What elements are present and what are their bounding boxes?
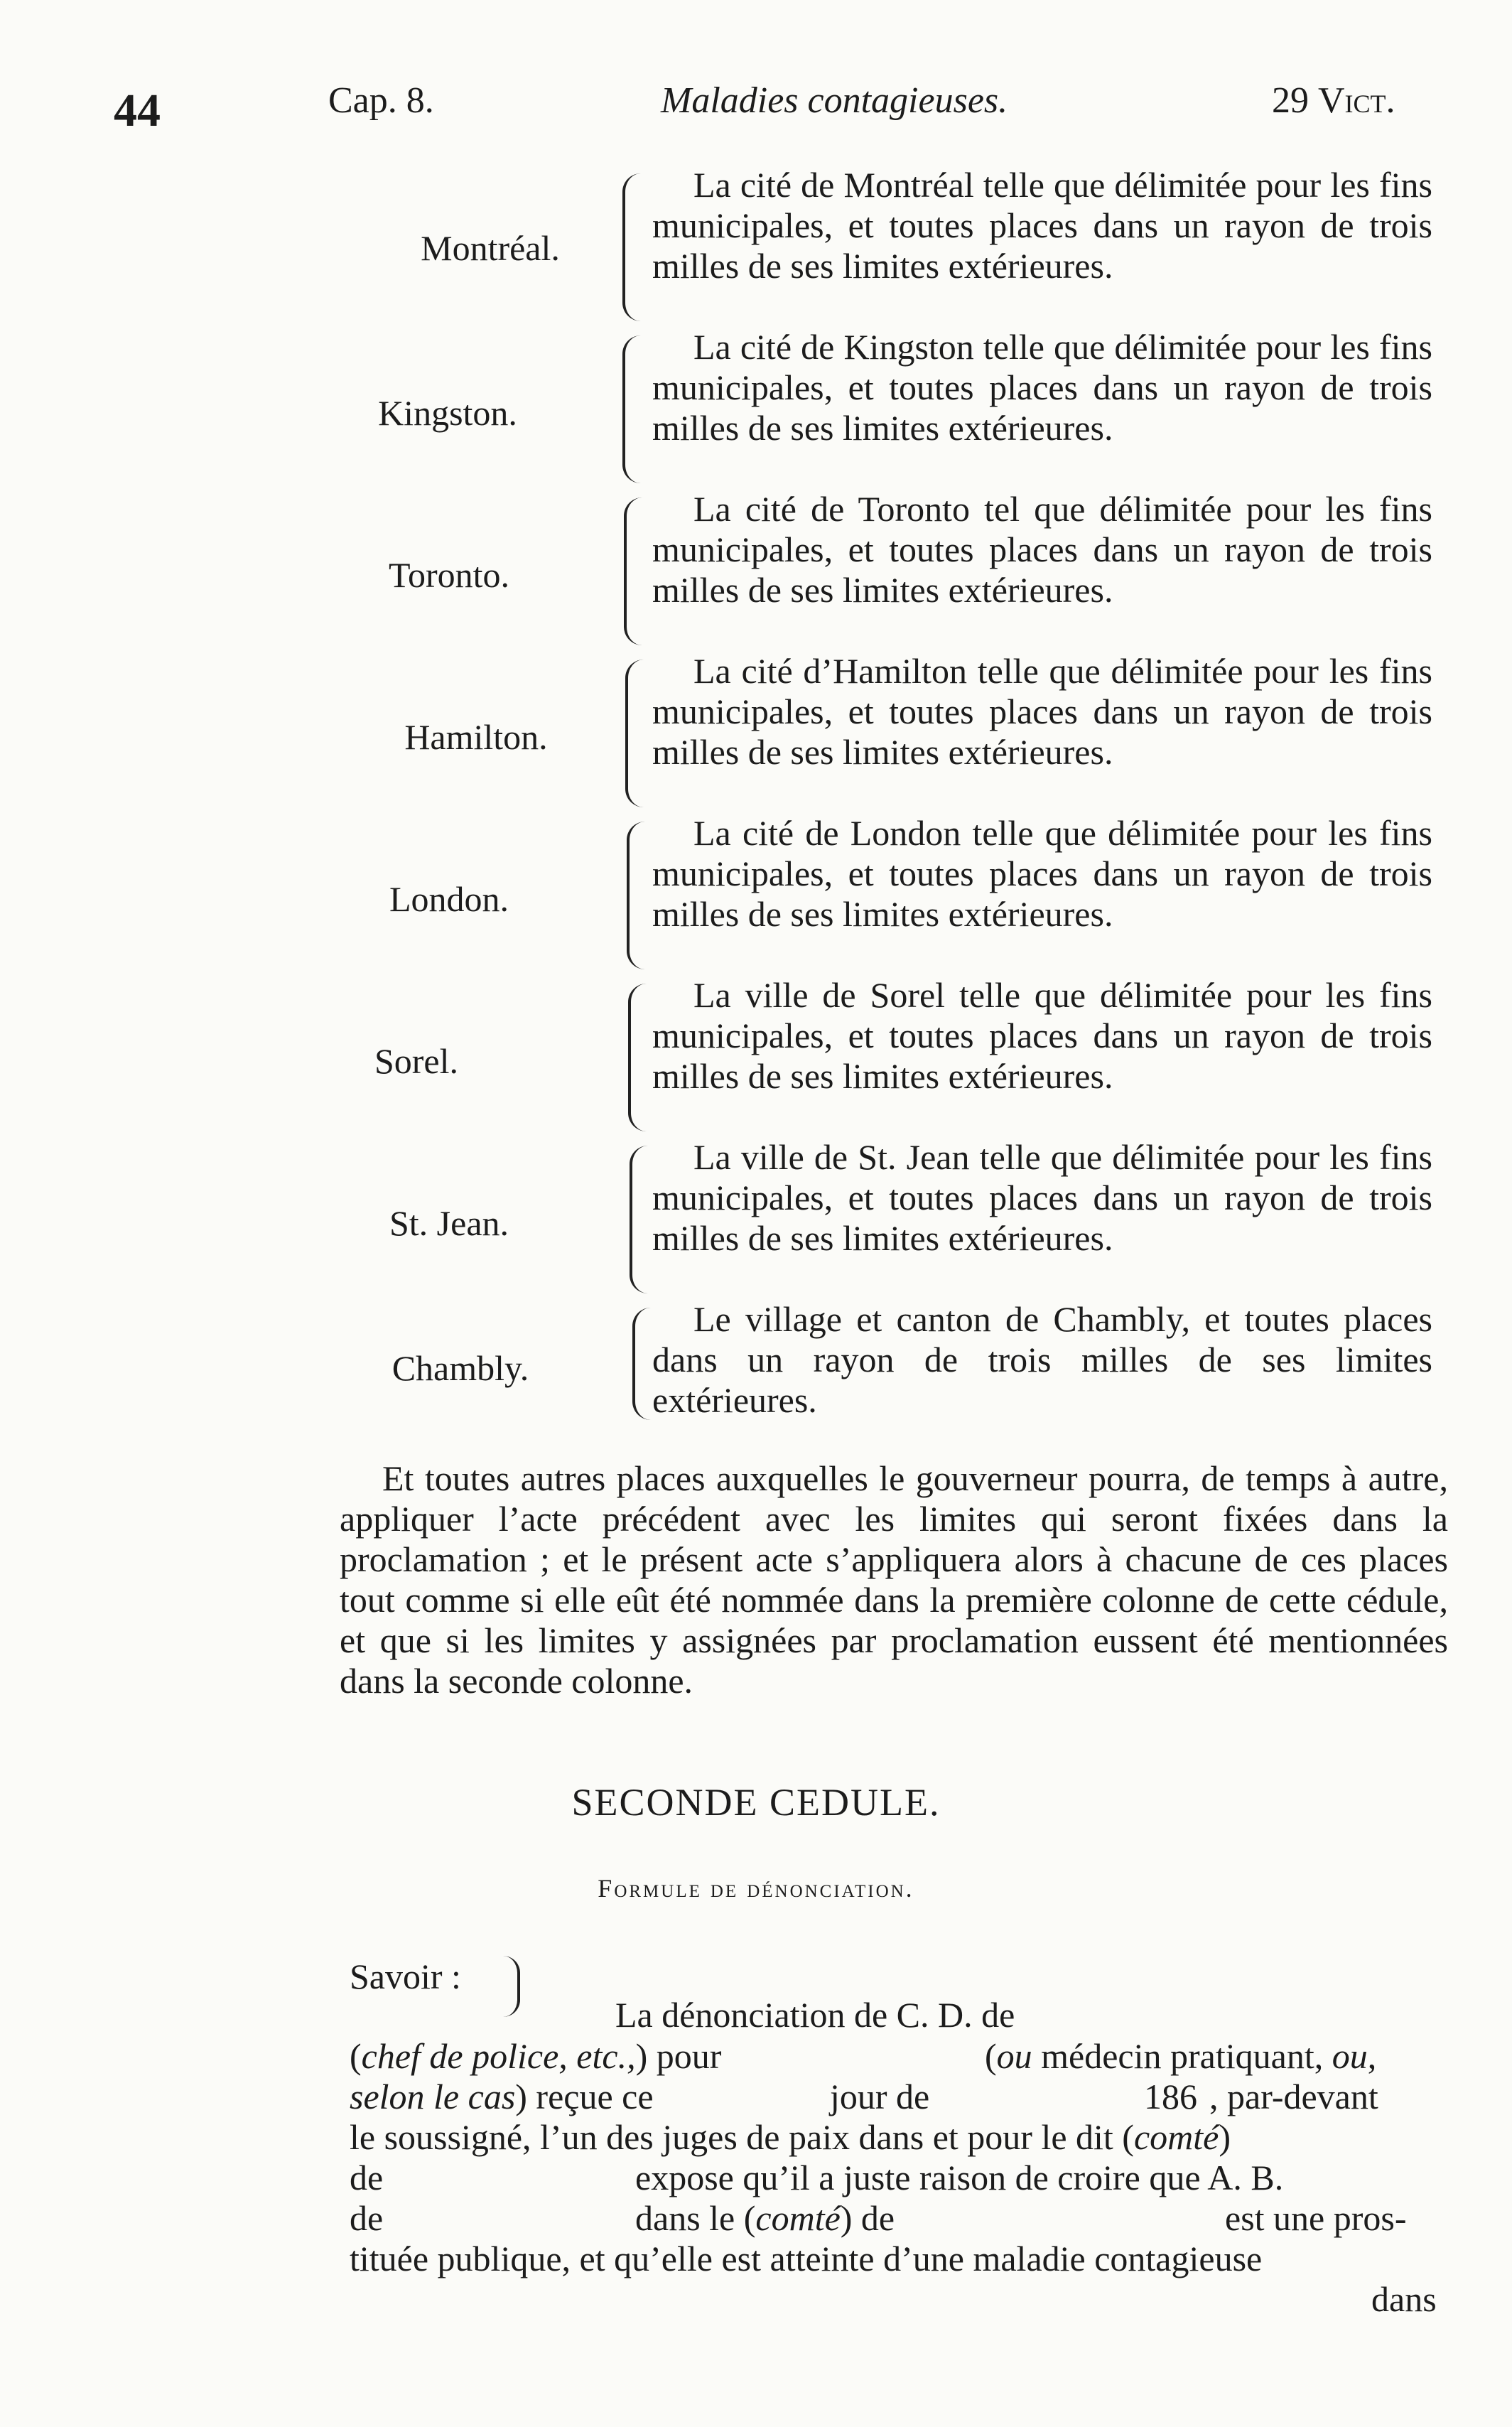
brace-icon bbox=[622, 335, 641, 483]
place-description: La cité de Kingston telle que délimitée pour les fins municipales, et toutes places dans un rayon de trois milles de ses limites extérieures. bbox=[652, 327, 1432, 448]
form-line: tituée publique, et qu’elle est atteinte d’une maladie contagieuse bbox=[350, 2239, 1263, 2278]
page-number: 44 bbox=[114, 85, 161, 136]
form-text: ) bbox=[1219, 2117, 1231, 2157]
brace-icon bbox=[503, 1956, 520, 2017]
place-description: La cité de Toronto tel que délimitée pour les fins municipales, et toutes places dans un rayon de trois milles de ses limites extérieures. bbox=[652, 489, 1432, 610]
form-line: dans bbox=[1371, 2279, 1437, 2319]
place-description: Le village et canton de Chambly, et toutes places dans un rayon de trois milles de ses limites extérieures. bbox=[652, 1299, 1432, 1420]
place-name: St. Jean. bbox=[389, 1203, 509, 1243]
place-name: London. bbox=[389, 879, 509, 919]
chapter-label: Cap. 8. bbox=[328, 80, 434, 121]
session-label bbox=[1272, 80, 1395, 122]
brace-icon bbox=[625, 660, 644, 807]
form-italic: ou bbox=[996, 2036, 1032, 2076]
place-name: Sorel. bbox=[374, 1041, 459, 1081]
place-description: La ville de Sorel telle que délimitée pour les fins municipales, et toutes places dans un rayon de trois milles de ses limites extérieures. bbox=[652, 975, 1432, 1096]
place-description: La cité d’Hamilton telle que délimitée pour les fins municipales, et toutes places dans un rayon de trois milles de ses limites extérieures. bbox=[652, 651, 1432, 772]
form-italic: chef de police, etc., bbox=[361, 2036, 636, 2076]
place-description: La ville de St. Jean telle que délimitée pour les fins municipales, et toutes places dans un rayon de trois milles de ses limites extérieures. bbox=[652, 1137, 1432, 1258]
form-text: de bbox=[350, 2198, 384, 2238]
form-text: ( bbox=[985, 2036, 997, 2076]
form-line bbox=[350, 2116, 1231, 2158]
form-italic: comté bbox=[1133, 2117, 1219, 2157]
form-text: est une pros- bbox=[1225, 2198, 1407, 2238]
form-italic: comté bbox=[755, 2198, 841, 2238]
brace-icon bbox=[624, 497, 642, 645]
place-name: Chambly. bbox=[392, 1348, 529, 1388]
place-description: La cité de Montréal telle que délimitée pour les fins municipales, et toutes places dans un rayon de trois milles de ses limites extérieures. bbox=[652, 165, 1432, 286]
brace-icon bbox=[628, 984, 647, 1131]
running-title: Maladies contagieuses. bbox=[661, 80, 1008, 121]
form-line: (chef de police, etc.,) pour bbox=[350, 2036, 722, 2076]
closing-paragraph: Et toutes autres places auxquelles le gouverneur pourra, de temps à autre, appliquer l’acte précédent avec les limites qui seront fixées dans la proclamation ; et le présent acte s’appliquera alors à chacune de ces places tout comme si elle eût été nommée dans la première colonne de cette cédule, et que si les limites y assignées par proclamation eussent été mentionnées dans la seconde colonne. bbox=[340, 1458, 1448, 1701]
session-number: 29 bbox=[1272, 80, 1309, 121]
form-line: La dénonciation de C. D. de bbox=[615, 1995, 1015, 2035]
place-name: Toronto. bbox=[388, 555, 510, 595]
form-text: médecin pratiquant, bbox=[1032, 2036, 1332, 2076]
place-name: Montréal. bbox=[421, 228, 560, 268]
place-description: La cité de London telle que délimitée pour les fins municipales, et toutes places dans un rayon de trois milles de ses limites extérieures. bbox=[652, 813, 1432, 934]
form-text: ) pour bbox=[635, 2036, 722, 2076]
form-text: , par-devant bbox=[1209, 2077, 1378, 2116]
form-text: de bbox=[350, 2158, 384, 2197]
form-italic: ou bbox=[1332, 2036, 1368, 2076]
form-text: 186 bbox=[1144, 2077, 1197, 2116]
form-text: expose qu’il a juste raison de croire que A. B. bbox=[635, 2158, 1284, 2197]
form-text: dans le ( bbox=[635, 2198, 756, 2238]
form-line bbox=[635, 2197, 895, 2239]
form-line: (ou médecin pratiquant, ou, bbox=[985, 2036, 1377, 2076]
form-line bbox=[350, 2076, 654, 2117]
form-text: le soussigné, l’un des juges de paix dans et pour le dit ( bbox=[350, 2117, 1134, 2157]
session-word: Vict. bbox=[1318, 80, 1395, 121]
brace-icon bbox=[622, 173, 641, 321]
place-name: Kingston. bbox=[378, 393, 517, 433]
brace-icon bbox=[627, 822, 645, 969]
form-text: jour de bbox=[830, 2077, 930, 2116]
savoir-label: Savoir : bbox=[350, 1957, 461, 1996]
form-text: ) reçue ce bbox=[515, 2077, 654, 2116]
section-title: SECONDE CEDULE. bbox=[571, 1781, 941, 1824]
form-title: Formule de dénonciation. bbox=[598, 1874, 914, 1903]
form-text: ) de bbox=[840, 2198, 895, 2238]
place-name: Hamilton. bbox=[404, 717, 548, 757]
brace-icon bbox=[632, 1308, 651, 1420]
form-italic: selon le cas bbox=[350, 2077, 516, 2116]
brace-icon bbox=[630, 1146, 648, 1293]
